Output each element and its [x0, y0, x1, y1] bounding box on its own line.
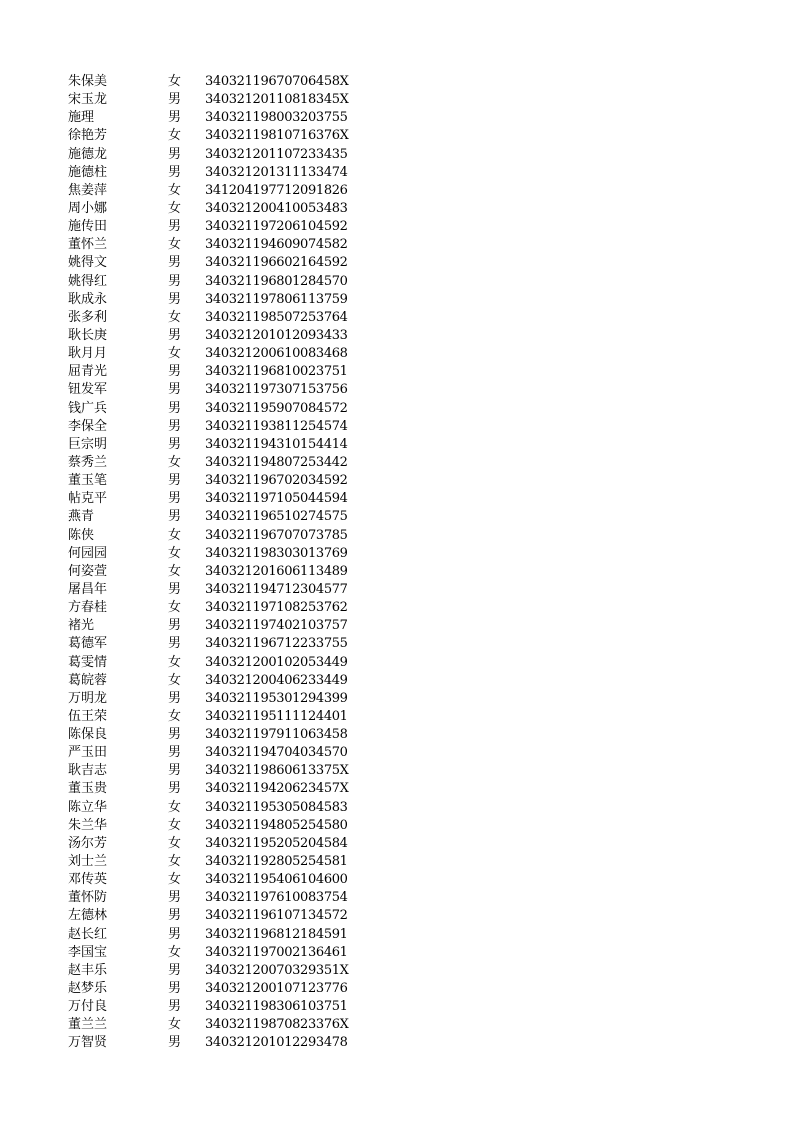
person-gender: 女 — [168, 454, 182, 470]
person-name: 宋玉龙 — [68, 92, 108, 108]
person-name: 钱广兵 — [68, 400, 108, 416]
person-gender: 女 — [168, 799, 182, 815]
person-id-number: 340321200610083468 — [205, 346, 348, 362]
person-id-number: 340321197911063458 — [205, 727, 348, 743]
person-id-number: 340321194310154414 — [205, 436, 348, 452]
person-name: 严玉田 — [68, 745, 108, 761]
person-name: 屈青光 — [68, 364, 108, 380]
person-name: 陈保良 — [68, 727, 108, 743]
person-gender: 女 — [168, 128, 182, 144]
table-row — [0, 799, 793, 817]
person-id-number: 340321198507253764 — [205, 309, 348, 325]
person-id-number: 34032120110818345X — [205, 92, 349, 108]
person-name: 董兰兰 — [68, 1017, 108, 1033]
person-id-number: 340321197307153756 — [205, 382, 348, 398]
person-name: 赵梦乐 — [68, 981, 108, 997]
person-name: 葛皖蓉 — [68, 672, 108, 688]
person-id-number: 340321201012093433 — [205, 327, 348, 343]
person-name: 钮发军 — [68, 382, 108, 398]
table-row — [0, 200, 793, 218]
person-name: 赵丰乐 — [68, 962, 108, 978]
person-gender: 女 — [168, 672, 182, 688]
person-id-number: 340321195205204584 — [205, 835, 348, 851]
person-gender: 女 — [168, 835, 182, 851]
person-id-number: 341204197712091826 — [205, 182, 348, 198]
person-name: 万明龙 — [68, 690, 108, 706]
person-name: 施传田 — [68, 219, 108, 235]
person-gender: 男 — [168, 255, 182, 271]
table-row — [0, 563, 793, 581]
table-row — [0, 980, 793, 998]
person-gender: 女 — [168, 545, 182, 561]
table-row — [0, 527, 793, 545]
person-gender: 男 — [168, 219, 182, 235]
records-table — [0, 73, 793, 1053]
table-row — [0, 418, 793, 436]
table-row — [0, 345, 793, 363]
table-row — [0, 871, 793, 889]
table-row — [0, 726, 793, 744]
person-name: 董玉笔 — [68, 473, 108, 489]
person-id-number: 340321201311133474 — [205, 164, 348, 180]
person-gender: 女 — [168, 309, 182, 325]
person-gender: 女 — [168, 182, 182, 198]
person-id-number: 340321195907084572 — [205, 400, 348, 416]
person-id-number: 340321196602164592 — [205, 255, 348, 271]
person-id-number: 340321200107123776 — [205, 981, 348, 997]
person-id-number: 340321193811254574 — [205, 418, 348, 434]
person-name: 陈侠 — [68, 527, 95, 543]
person-id-number: 340321196107134572 — [205, 908, 348, 924]
person-name: 褚光 — [68, 618, 95, 634]
person-name: 施德龙 — [68, 146, 108, 162]
person-name: 赵长红 — [68, 926, 108, 942]
person-name: 焦姜萍 — [68, 182, 108, 198]
person-name: 耿成永 — [68, 291, 108, 307]
person-gender: 男 — [168, 890, 182, 906]
person-gender: 男 — [168, 164, 182, 180]
table-row — [0, 708, 793, 726]
table-row — [0, 635, 793, 653]
person-id-number: 340321192805254581 — [205, 854, 348, 870]
table-row — [0, 254, 793, 272]
person-gender: 男 — [168, 509, 182, 525]
person-gender: 男 — [168, 364, 182, 380]
table-row — [0, 762, 793, 780]
person-id-number: 340321197002136461 — [205, 944, 348, 960]
table-row — [0, 291, 793, 309]
person-name: 葛雯情 — [68, 654, 108, 670]
person-name: 方春桂 — [68, 600, 108, 616]
person-gender: 男 — [168, 418, 182, 434]
person-gender: 男 — [168, 110, 182, 126]
person-id-number: 340321197105044594 — [205, 491, 348, 507]
person-gender: 男 — [168, 908, 182, 924]
person-name: 蔡秀兰 — [68, 454, 108, 470]
table-row — [0, 436, 793, 454]
person-name: 张多利 — [68, 309, 108, 325]
person-gender: 女 — [168, 854, 182, 870]
person-gender: 男 — [168, 92, 182, 108]
person-gender: 男 — [168, 926, 182, 942]
table-row — [0, 127, 793, 145]
person-name: 何园园 — [68, 545, 108, 561]
table-row — [0, 218, 793, 236]
person-id-number: 340321195301294399 — [205, 690, 348, 706]
table-row — [0, 654, 793, 672]
person-id-number: 34032119670706458X — [205, 74, 349, 89]
person-id-number: 340321196810023751 — [205, 364, 348, 380]
person-id-number: 340321195305084583 — [205, 799, 348, 815]
person-gender: 女 — [168, 1017, 182, 1033]
person-name: 耿吉志 — [68, 763, 108, 779]
person-name: 董怀兰 — [68, 237, 108, 253]
person-name: 屠昌年 — [68, 581, 108, 597]
table-row — [0, 998, 793, 1016]
table-row — [0, 91, 793, 109]
person-name: 汤尔芳 — [68, 835, 108, 851]
person-gender: 女 — [168, 600, 182, 616]
person-id-number: 340321198003203755 — [205, 110, 348, 126]
person-name: 朱保美 — [68, 74, 108, 89]
person-id-number: 340321201107233435 — [205, 146, 348, 162]
table-row — [0, 490, 793, 508]
table-row — [0, 545, 793, 563]
person-gender: 男 — [168, 291, 182, 307]
person-id-number: 340321194807253442 — [205, 454, 348, 470]
person-gender: 男 — [168, 745, 182, 761]
person-gender: 男 — [168, 382, 182, 398]
table-row — [0, 363, 793, 381]
person-id-number: 340321200406233449 — [205, 672, 348, 688]
person-id-number: 340321196812184591 — [205, 926, 348, 942]
person-name: 李保全 — [68, 418, 108, 434]
person-id-number: 34032119860613375X — [205, 763, 349, 779]
person-gender: 男 — [168, 327, 182, 343]
person-gender: 男 — [168, 727, 182, 743]
table-row — [0, 109, 793, 127]
person-name: 姚得文 — [68, 255, 108, 271]
person-id-number: 340321198303013769 — [205, 545, 348, 561]
person-name: 陈立华 — [68, 799, 108, 815]
person-name: 董怀防 — [68, 890, 108, 906]
table-row — [0, 817, 793, 835]
table-row — [0, 381, 793, 399]
person-gender: 男 — [168, 436, 182, 452]
person-id-number: 340321200102053449 — [205, 654, 348, 670]
person-gender: 女 — [168, 74, 182, 89]
person-name: 姚得红 — [68, 273, 108, 289]
person-name: 帖克平 — [68, 491, 108, 507]
person-id-number: 340321196510274575 — [205, 509, 348, 525]
table-row — [0, 273, 793, 291]
person-name: 何姿萱 — [68, 563, 108, 579]
person-name: 葛德军 — [68, 636, 108, 652]
table-row — [0, 853, 793, 871]
person-id-number: 340321197806113759 — [205, 291, 348, 307]
person-name: 施德柱 — [68, 164, 108, 180]
person-gender: 男 — [168, 1035, 182, 1051]
person-gender: 女 — [168, 346, 182, 362]
person-gender: 女 — [168, 654, 182, 670]
person-id-number: 340321196712233755 — [205, 636, 348, 652]
person-id-number: 340321196707073785 — [205, 527, 348, 543]
person-name: 徐艳芳 — [68, 128, 108, 144]
person-gender: 男 — [168, 146, 182, 162]
table-row — [0, 400, 793, 418]
person-id-number: 340321195111124401 — [205, 708, 348, 724]
person-gender: 男 — [168, 400, 182, 416]
table-row — [0, 146, 793, 164]
person-gender: 男 — [168, 636, 182, 652]
table-row — [0, 962, 793, 980]
table-row — [0, 926, 793, 944]
person-gender: 男 — [168, 962, 182, 978]
person-name: 伍王荣 — [68, 708, 108, 724]
table-row — [0, 327, 793, 345]
table-row — [0, 581, 793, 599]
person-name: 燕青 — [68, 509, 95, 525]
person-name: 左德林 — [68, 908, 108, 924]
table-row — [0, 454, 793, 472]
person-id-number: 340321197402103757 — [205, 618, 348, 634]
person-id-number: 340321194712304577 — [205, 581, 348, 597]
table-row — [0, 472, 793, 490]
person-gender: 男 — [168, 618, 182, 634]
table-row — [0, 690, 793, 708]
person-id-number: 340321196801284570 — [205, 273, 348, 289]
person-gender: 女 — [168, 563, 182, 579]
person-gender: 男 — [168, 273, 182, 289]
person-gender: 男 — [168, 473, 182, 489]
table-row — [0, 508, 793, 526]
person-name: 巨宗明 — [68, 436, 108, 452]
person-gender: 男 — [168, 763, 182, 779]
table-row — [0, 672, 793, 690]
person-id-number: 340321201606113489 — [205, 563, 348, 579]
person-gender: 女 — [168, 817, 182, 833]
person-gender: 男 — [168, 690, 182, 706]
person-name: 周小娜 — [68, 200, 108, 216]
person-id-number: 34032119870823376X — [205, 1017, 349, 1033]
person-id-number: 34032119810716376X — [205, 128, 349, 144]
person-id-number: 340321194609074582 — [205, 237, 348, 253]
person-id-number: 340321200410053483 — [205, 200, 348, 216]
table-row — [0, 309, 793, 327]
person-gender: 女 — [168, 200, 182, 216]
table-row — [0, 780, 793, 798]
person-gender: 女 — [168, 708, 182, 724]
person-gender: 男 — [168, 781, 182, 797]
person-name: 刘士兰 — [68, 854, 108, 870]
person-gender: 女 — [168, 872, 182, 888]
person-id-number: 340321196702034592 — [205, 473, 348, 489]
person-name: 董玉贵 — [68, 781, 108, 797]
table-row — [0, 236, 793, 254]
table-row — [0, 944, 793, 962]
person-gender: 男 — [168, 491, 182, 507]
table-row — [0, 164, 793, 182]
person-name: 朱兰华 — [68, 817, 108, 833]
person-gender: 女 — [168, 237, 182, 253]
person-id-number: 340321194805254580 — [205, 817, 348, 833]
person-id-number: 340321201012293478 — [205, 1035, 348, 1051]
table-row — [0, 1016, 793, 1034]
person-id-number: 340321194704034570 — [205, 745, 348, 761]
person-name: 耿月月 — [68, 346, 108, 362]
person-name: 万智贤 — [68, 1035, 108, 1051]
person-id-number: 340321198306103751 — [205, 999, 348, 1015]
table-row — [0, 182, 793, 200]
table-row — [0, 617, 793, 635]
person-id-number: 34032120070329351X — [205, 962, 349, 978]
table-row — [0, 835, 793, 853]
table-row — [0, 599, 793, 617]
table-row — [0, 744, 793, 762]
person-name: 万付良 — [68, 999, 108, 1015]
table-row — [0, 889, 793, 907]
person-gender: 男 — [168, 581, 182, 597]
person-id-number: 340321197206104592 — [205, 219, 348, 235]
table-row — [0, 1034, 793, 1052]
person-name: 邓传英 — [68, 872, 108, 888]
person-id-number: 34032119420623457X — [205, 781, 349, 797]
person-gender: 女 — [168, 944, 182, 960]
person-id-number: 340321195406104600 — [205, 872, 348, 888]
person-gender: 女 — [168, 527, 182, 543]
table-row — [0, 907, 793, 925]
person-id-number: 340321197610083754 — [205, 890, 348, 906]
table-row — [0, 73, 793, 91]
person-gender: 男 — [168, 999, 182, 1015]
person-name: 施理 — [68, 110, 95, 126]
person-name: 李国宝 — [68, 944, 108, 960]
person-gender: 男 — [168, 981, 182, 997]
person-name: 耿长庚 — [68, 327, 108, 343]
person-id-number: 340321197108253762 — [205, 600, 348, 616]
